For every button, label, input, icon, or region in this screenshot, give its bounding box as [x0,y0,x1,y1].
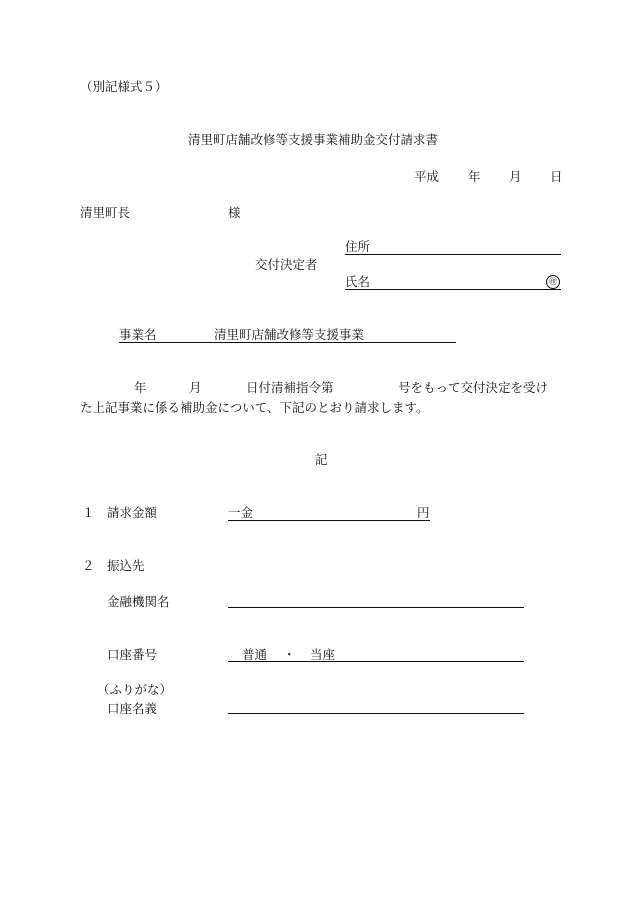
date-era: 平成 [414,169,440,184]
body-order-text: 日付清補指令第 [246,380,334,395]
bank-label: 金融機関名 [107,594,170,609]
document-title: 清里町店舗改修等支援事業補助金交付請求書 [188,132,439,147]
addressee-honorific: 様 [228,205,241,220]
address-label: 住所 [345,239,371,254]
account-name-underline [228,713,524,714]
account-type-toza: 当座 [310,647,336,662]
amount-underline [228,520,430,521]
project-value: 清里町店舗改修等支援事業 [214,327,365,342]
seal-mark: ㊞ [546,275,560,289]
addressee-name: 清里町長 [80,205,131,220]
amount-suffix: 円 [417,505,430,520]
item-1-number: １ [82,505,95,520]
project-label: 事業名 [119,327,157,342]
account-type-futsu: 普通 [242,647,268,662]
account-name-label: 口座名義 [107,701,158,716]
body-order-tail: 号をもって交付決定を受け [398,380,549,395]
body-month: 月 [189,380,202,395]
transfer-label: 振込先 [107,558,145,573]
form-number: （別記様式５） [80,79,168,94]
ki-heading: 記 [315,452,328,467]
account-number-label: 口座番号 [107,647,158,662]
furigana-label: （ふりがな） [97,682,173,697]
account-number-underline [228,661,524,662]
project-underline [119,342,456,343]
date-day: 日 [550,169,563,184]
body-line-2: た上記事業に係る補助金について、下記のとおり請求します。 [80,400,429,415]
account-type-separator: ・ [283,647,296,662]
amount-prefix: 一金 [228,505,254,520]
date-year: 年 [468,169,481,184]
name-label: 氏名 [345,274,371,289]
body-year: 年 [134,380,147,395]
address-underline [345,254,561,255]
name-underline [345,289,561,290]
amount-label: 請求金額 [107,505,158,520]
bank-underline [228,607,524,608]
date-month: 月 [509,169,522,184]
item-2-number: ２ [82,558,95,573]
applicant-role: 交付決定者 [255,257,318,272]
